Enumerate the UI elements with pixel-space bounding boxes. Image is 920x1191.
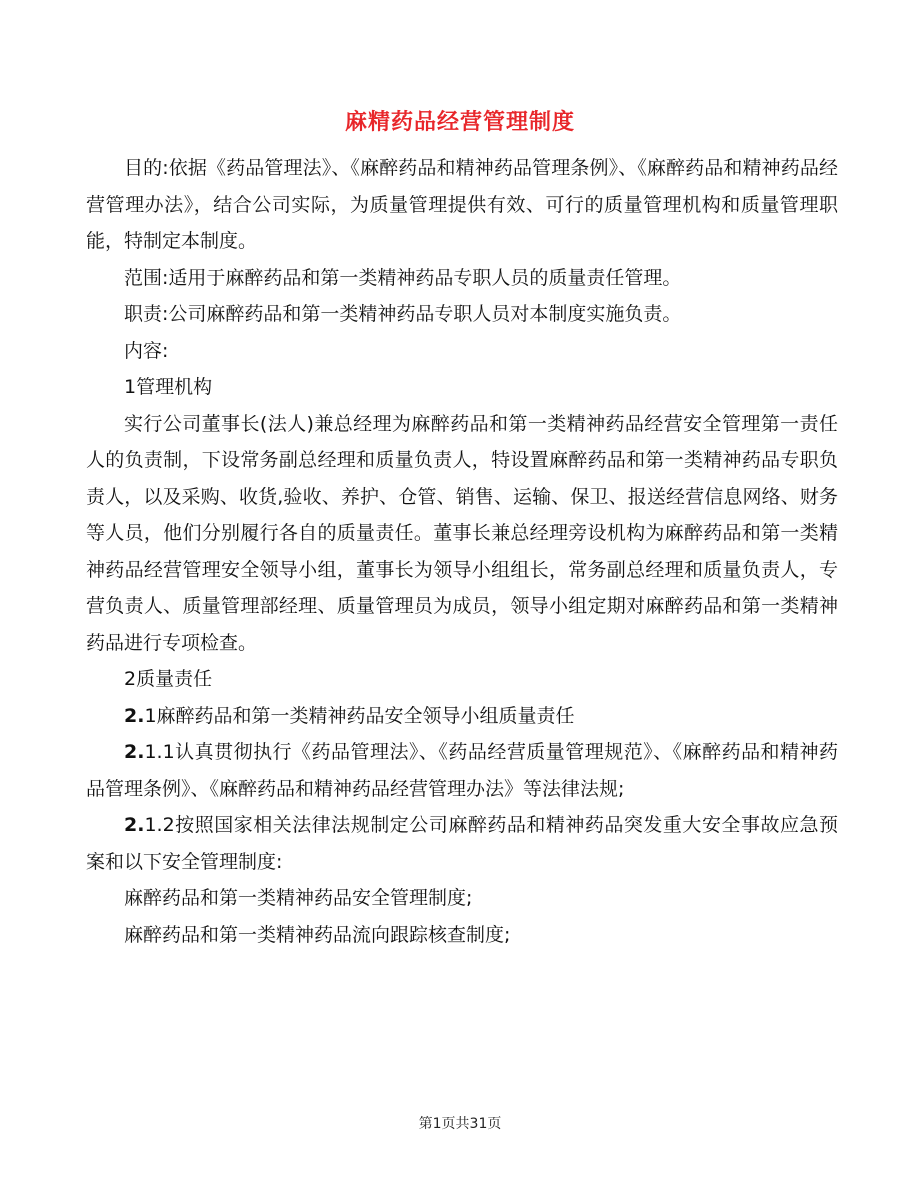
page-number: 第1页共31页: [418, 1116, 502, 1132]
clause-2-1-2: 2.1.2按照国家相关法律法规制定公司麻醉药品和精神药品突发重大安全事故应急预案和以下安全管理制度:: [86, 814, 838, 873]
section-heading-management: 1管理机构: [124, 376, 213, 398]
paragraph-responsibility: 职责:公司麻醉药品和第一类精神药品专职人员对本制度实施负责。: [124, 303, 682, 325]
clause-2-1-1: 2.1.1认真贯彻执行《药品管理法》、《药品经营质量管理规范》、《麻醉药品和精神药品管理条例》、《麻醉药品和精神药品经营管理办法》等法律法规;: [86, 741, 838, 800]
paragraph-content-heading: 内容:: [124, 339, 169, 362]
document-body: [86, 150, 838, 953]
paragraph-management-body: 实行公司董事长(法人)兼总经理为麻醉药品和第一类精神药品经营安全管理第一责任人的负责制，下设常务副总经理和质量负责人，特设置麻醉药品和第一类精神药品专职负责人，以及采购、收货,验收、养护、仓管、销售、运输、保卫、报送经营信息网络、财务等人员，他们分别履行各自的质量责任。董事长兼总经理旁设机构为麻醉药品和第一类精神药品经营管理安全领导小组，董事长为领导小组组长，常务副总经理和质量负责人，专营负责人、质量管理部经理、质量管理员为成员，领导小组定期对麻醉药品和第一类精神药品进行专项检查。: [86, 412, 838, 654]
document-title: 麻精药品经营管理制度: [344, 110, 575, 135]
list-item-safety-system: 麻醉药品和第一类精神药品安全管理制度;: [124, 887, 473, 909]
section-heading-quality: 2质量责任: [124, 668, 213, 690]
paragraph-scope: 范围:适用于麻醉药品和第一类精神药品专职人员的质量责任管理。: [124, 266, 682, 289]
clause-2-1: 2.1麻醉药品和第一类精神药品安全领导小组质量责任: [124, 704, 575, 727]
list-item-tracking-system: 麻醉药品和第一类精神药品流向跟踪核查制度;: [124, 923, 511, 946]
paragraph-purpose: 目的:依据《药品管理法》、《麻醉药品和精神药品管理条例》、《麻醉药品和精神药品经营管理办法》，结合公司实际，为质量管理提供有效、可行的质量管理机构和质量管理职能，特制定本制度。: [86, 157, 838, 252]
